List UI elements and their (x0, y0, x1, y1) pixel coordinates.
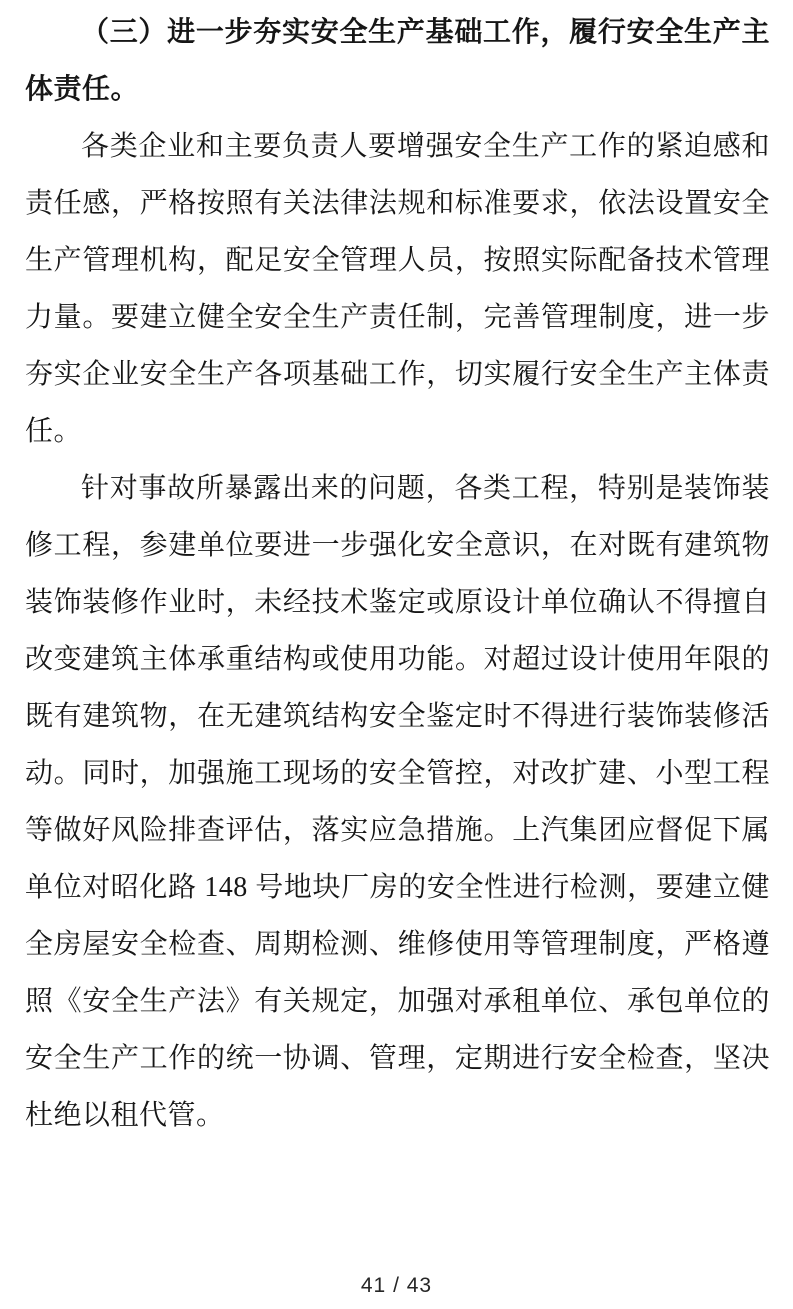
document-content (25, 4, 770, 1144)
section-heading: （三）进一步夯实安全生产基础工作，履行安全生产主体责任。 (25, 17, 770, 105)
page-number-indicator: 41 / 43 (360, 1274, 433, 1297)
paragraph-1: 各类企业和主要负责人要增强安全生产工作的紧迫感和责任感，严格按照有关法律法规和标准要求，依法设置安全生产管理机构，配足安全管理人员，按照实际配备技术管理力量。要建立健全安全生产责任制，完善管理制度，进一步夯实企业安全生产各项基础工作，切实履行安全生产主体责任。 (25, 131, 770, 447)
paragraph-2: 针对事故所暴露出来的问题，各类工程，特别是装饰装修工程，参建单位要进一步强化安全意识，在对既有建筑物装饰装修作业时，未经技术鉴定或原设计单位确认不得擅自改变建筑主体承重结构或使用功能。对超过设计使用年限的既有建筑物，在无建筑结构安全鉴定时不得进行装饰装修活动。同时，加强施工现场的安全管控，对改扩建、小型工程等做好风险排查评估，落实应急措施。上汽集团应督促下属单位对昭化路 148 号地块厂房的安全性进行检测，要建立健全房屋安全检查、周期检测、维修使用等管理制度，严格遵照《安全生产法》有关规定，加强对承租单位、承包单位的安全生产工作的统一协调、管理，定期进行安全检查，坚决杜绝以租代管。 (25, 473, 770, 1131)
